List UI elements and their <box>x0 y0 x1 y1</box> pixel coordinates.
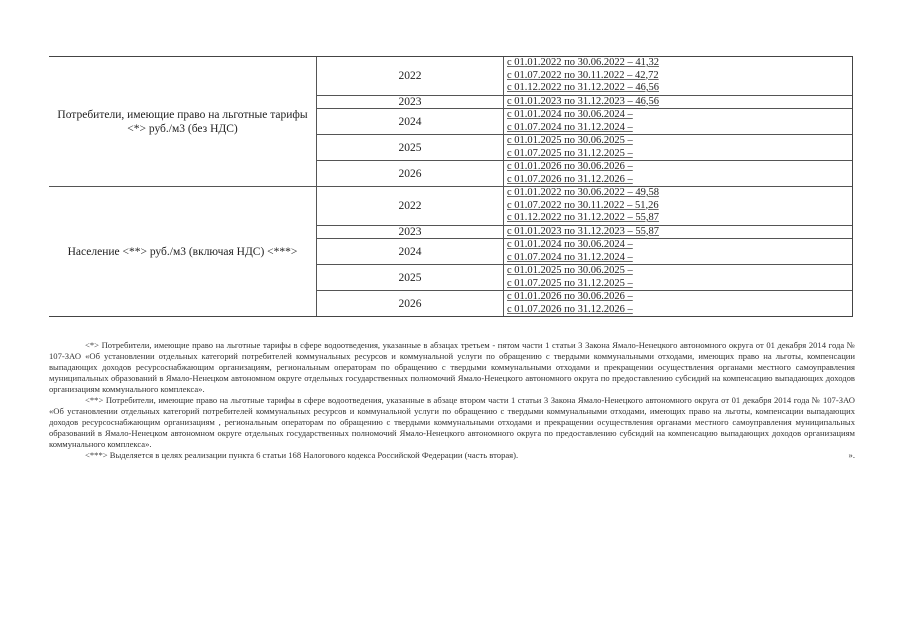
table-row <box>317 291 852 316</box>
period-cell <box>504 291 852 316</box>
table-row <box>317 265 852 291</box>
footnote-1: <*> Потребители, имеющие право на льготные тарифы в сфере водоотведения, указанные в абзацах третьем - пятом части 1 статьи 3 Закона Ямало-Ненецкого автономного округа от 01 декабря 2014 года № 107-ЗАО «Об установлении отдельных категорий потребителей коммунальных ресурсов и коммунальной услуги по обращению с твердыми коммунальными отходами, имеющих право на льготы, компенсации выпадающих доходов ресурсоснабжающим организациям, региональным операторам по обращению с твердыми коммунальными отходами и прекращении осуществления органами местного самоуправления муниципальных образований в Ямало-Ненецком автономном округе отдельных государственных полномочий Ямало-Ненецкого автономного округа по предоставлению субсидий на компенсацию выпадающих доходов организациям коммунального комплекса». <box>49 340 855 394</box>
year-cell: 2024 <box>317 109 504 134</box>
period-line: с 01.07.2022 по 30.11.2022 – 42,72 <box>507 69 659 81</box>
table-row <box>317 239 852 265</box>
period-line: с 01.12.2022 по 31.12.2022 – 46,56 <box>507 82 660 93</box>
period-cell <box>504 109 852 134</box>
period-line: с 01.01.2026 по 30.06.2026 – <box>507 161 633 172</box>
period-cell <box>504 187 852 225</box>
period-line: с 01.12.2022 по 31.12.2022 – 55,87 <box>507 212 660 223</box>
period-cell <box>504 135 852 160</box>
period-line: с 01.07.2026 по 31.12.2026 – <box>507 173 633 185</box>
tariff-table <box>49 56 853 317</box>
period-cell <box>504 265 852 290</box>
year-cell: 2025 <box>317 135 504 160</box>
tariff-group-population <box>49 187 852 316</box>
table-row <box>317 109 852 135</box>
year-cell: 2024 <box>317 239 504 264</box>
period-cell <box>504 239 852 264</box>
period-line: с 01.07.2024 по 31.12.2024 – <box>507 251 633 263</box>
period-line: с 01.07.2025 по 31.12.2025 – <box>507 147 633 159</box>
period-line: с 01.01.2023 по 31.12.2023 – 55,87 <box>507 225 660 237</box>
year-cell: 2023 <box>317 226 504 239</box>
closing-quote: ». <box>848 450 855 460</box>
period-line: с 01.01.2022 по 30.06.2022 – 41,32 <box>507 57 660 68</box>
period-line: с 01.07.2022 по 30.11.2022 – 51,26 <box>507 199 659 211</box>
period-cell <box>504 57 852 95</box>
footnote-3: <***> Выделяется в целях реализации пункта 6 статьи 168 Налогового кодекса Российской Федерации (часть вторая). <box>85 450 519 460</box>
period-line: с 01.01.2022 по 30.06.2022 – 49,58 <box>507 187 660 198</box>
table-row <box>317 226 852 240</box>
period-cell <box>504 226 852 239</box>
table-row <box>317 135 852 161</box>
year-cell: 2022 <box>317 57 504 95</box>
year-cell: 2026 <box>317 161 504 186</box>
period-line: с 01.01.2025 по 30.06.2025 – <box>507 135 633 146</box>
footnote-2: <**> Потребители, имеющие право на льготные тарифы в сфере водоотведения, указанные в абзаце втором части 1 статьи 3 Закона Ямало-Ненецкого автономного округа от 01 декабря 2014 года № 107-ЗАО «Об установлении отдельных категорий потребителей коммунальных ресурсов и коммунальной услуги по обращению с твердыми коммунальными отходами, имеющих право на льготы, компенсации выпадающих доходов ресурсоснабжающим организациям , региональным операторам по обращению с твердыми коммунальными отходами и прекращении осуществления органами местного самоуправления муниципальных образований в Ямало-Ненецком автономном округе отдельных государственных полномочий Ямало-Ненецкого автономного округа по предоставлению субсидий на компенсацию выпадающих доходов организациям коммунального комплекса». <box>49 395 855 449</box>
period-line: с 01.07.2026 по 31.12.2026 – <box>507 303 633 315</box>
year-cell: 2025 <box>317 265 504 290</box>
period-line: с 01.07.2025 по 31.12.2025 – <box>507 277 633 289</box>
table-row <box>317 57 852 96</box>
table-row <box>317 161 852 186</box>
year-cell: 2026 <box>317 291 504 316</box>
table-row <box>317 96 852 110</box>
table-row <box>317 187 852 226</box>
period-line: с 01.01.2023 по 31.12.2023 – 46,56 <box>507 95 660 107</box>
year-cell: 2022 <box>317 187 504 225</box>
footnote-3-row <box>49 450 855 461</box>
period-line: с 01.07.2024 по 31.12.2024 – <box>507 121 633 133</box>
footnotes <box>49 340 855 461</box>
category-cell: Население <**> руб./м3 (включая НДС) <***> <box>49 187 317 316</box>
period-line: с 01.01.2024 по 30.06.2024 – <box>507 239 633 250</box>
period-line: с 01.01.2026 по 30.06.2026 – <box>507 291 633 302</box>
category-cell: Потребители, имеющие право на льготные тарифы <*> руб./м3 (без НДС) <box>49 57 317 186</box>
year-rows <box>317 57 852 186</box>
period-cell <box>504 161 852 186</box>
period-cell <box>504 96 852 109</box>
year-cell: 2023 <box>317 96 504 109</box>
period-line: с 01.01.2025 по 30.06.2025 – <box>507 265 633 276</box>
tariff-group-beneficiaries <box>49 57 852 187</box>
period-line: с 01.01.2024 по 30.06.2024 – <box>507 109 633 120</box>
year-rows <box>317 187 852 316</box>
